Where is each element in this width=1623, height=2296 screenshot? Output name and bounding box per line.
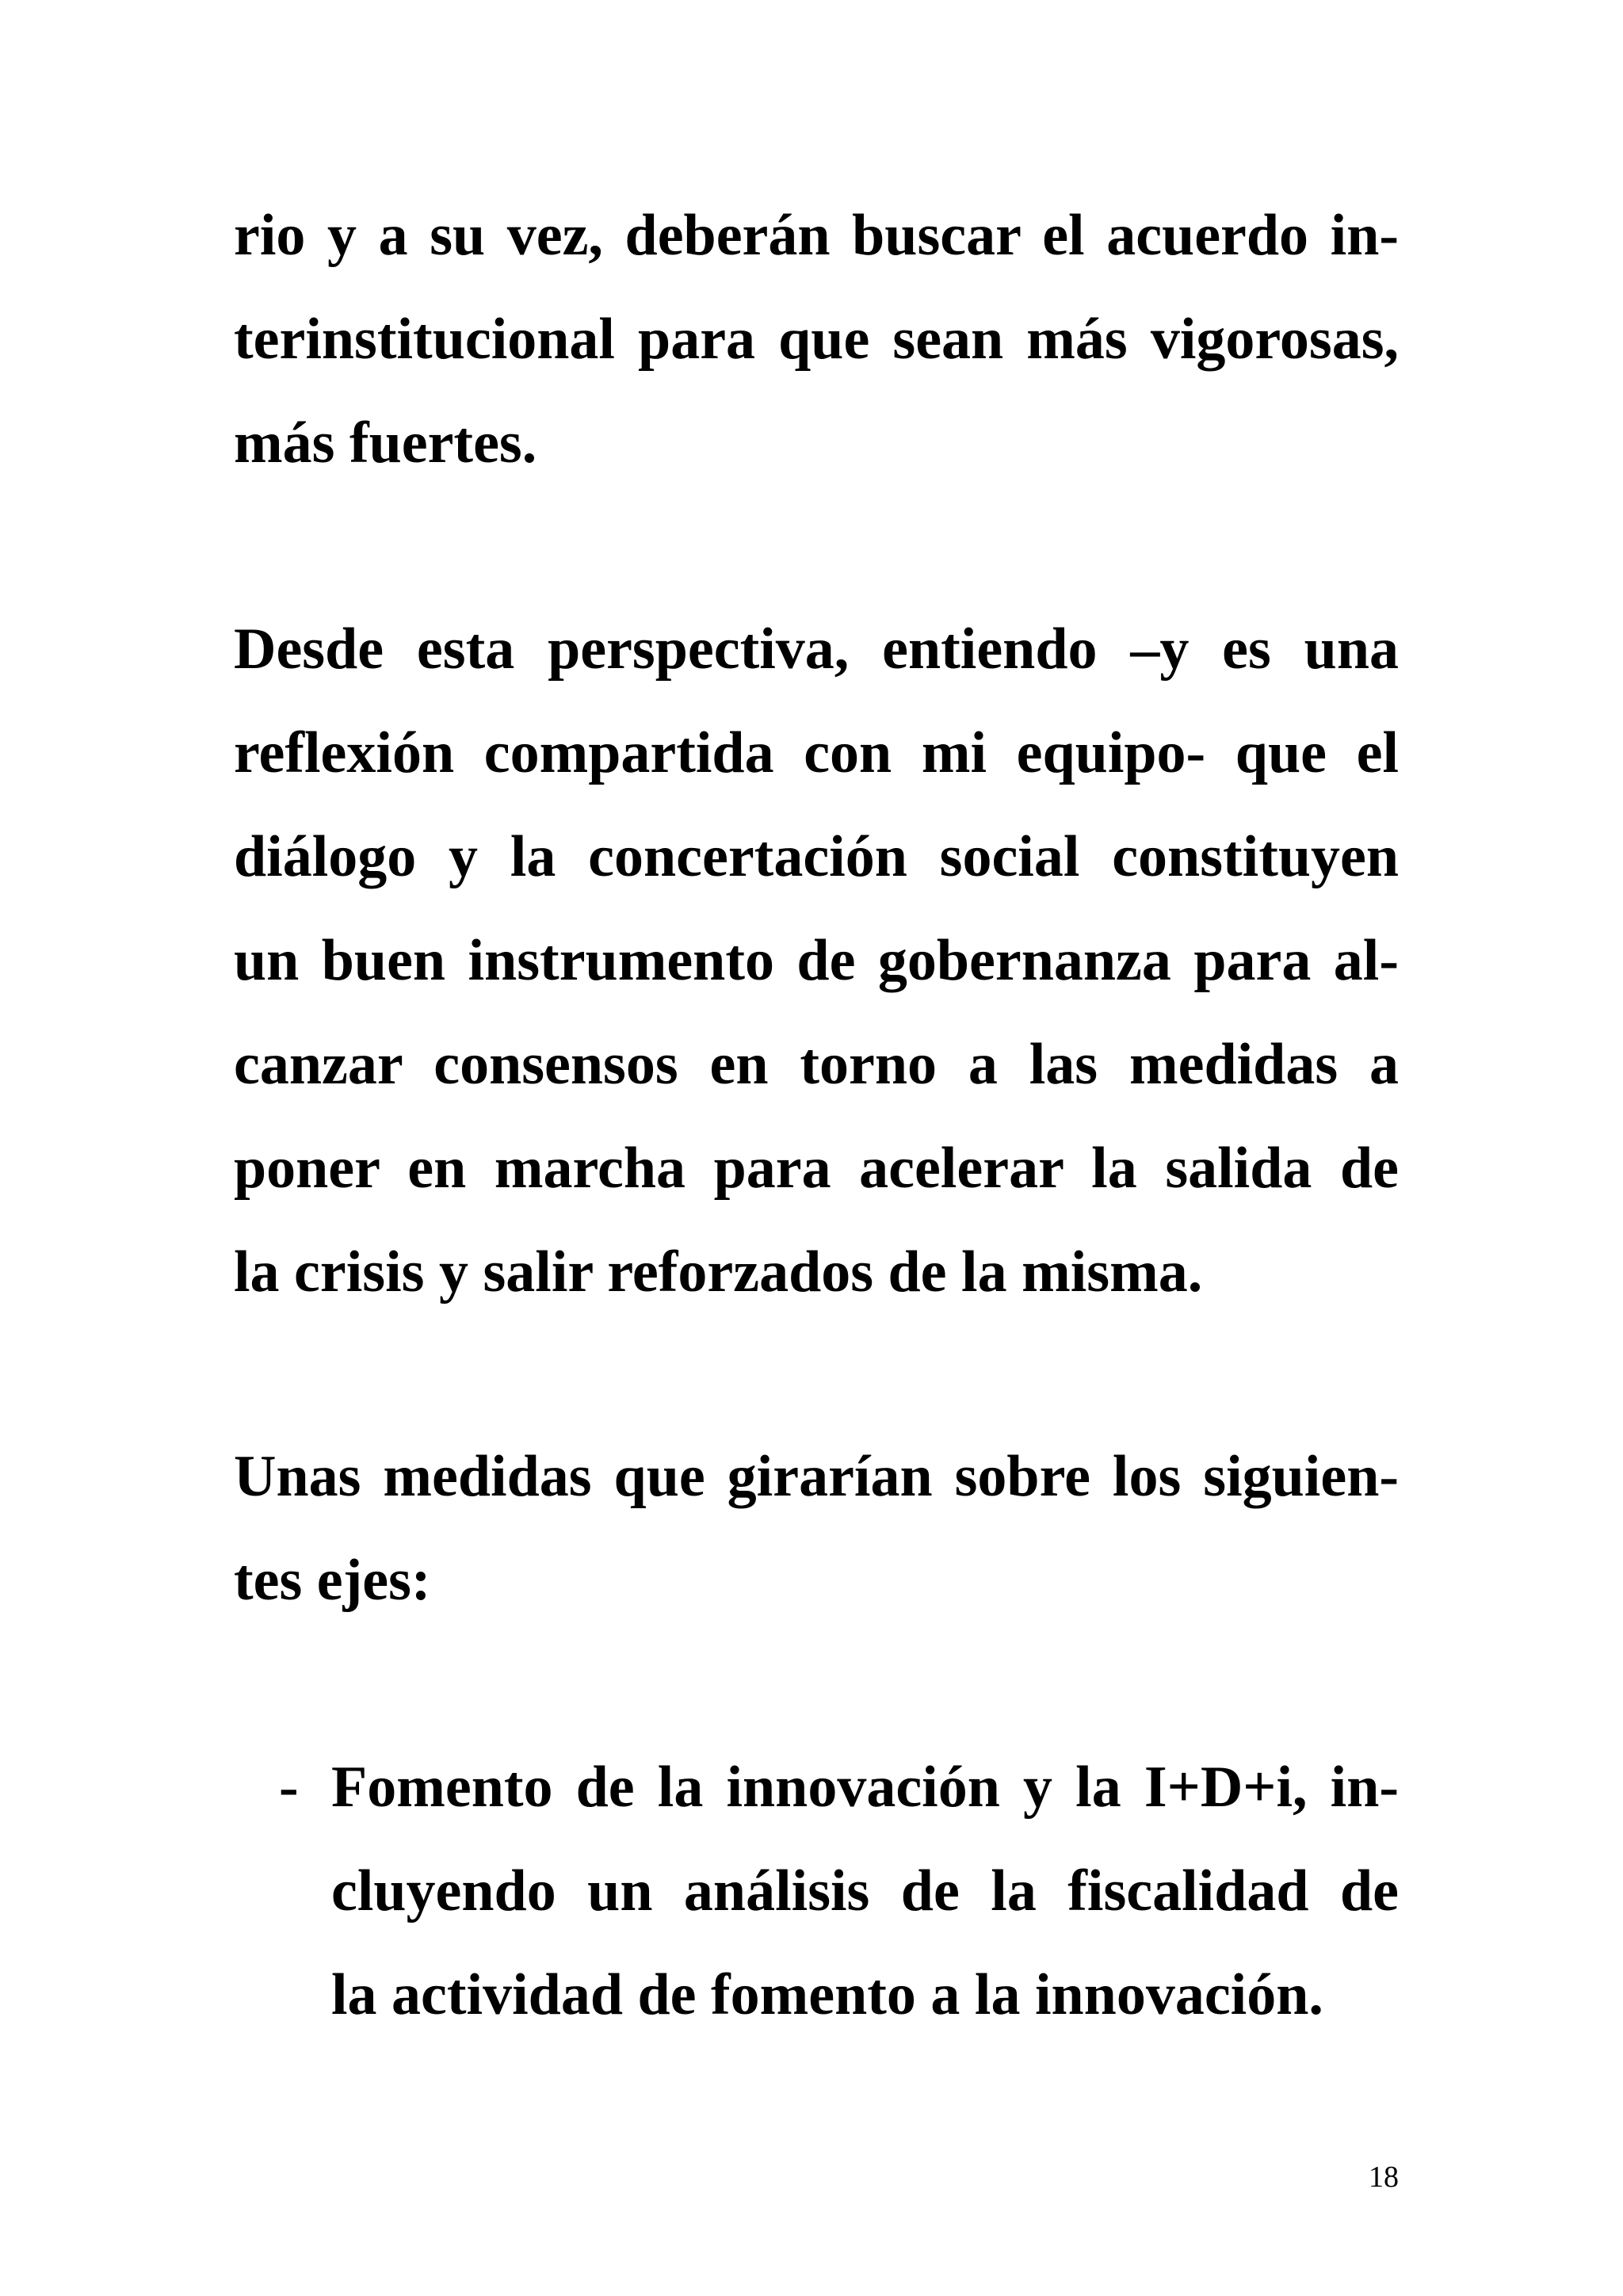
bullet-line: Fomento de la innovación y la I+D+i, in- <box>331 1755 1399 1820</box>
page-number: 18 <box>1369 2160 1399 2194</box>
paragraph-line: diálogo y la concertación social constituyen <box>234 824 1399 889</box>
paragraph-line: canzar consensos en torno a las medidas a <box>234 1032 1399 1097</box>
bullet-marker: - <box>279 1755 299 1820</box>
paragraph-line: tes ejes: <box>234 1548 431 1613</box>
paragraph-line: Unas medidas que girarían sobre los siguien- <box>234 1444 1399 1509</box>
paragraph-line: más fuertes. <box>234 411 537 476</box>
paragraph-line: poner en marcha para acelerar la salida de <box>234 1136 1399 1201</box>
bullet-line: cluyendo un análisis de la fiscalidad de <box>331 1859 1399 1924</box>
paragraph-line: reflexión compartida con mi equipo- que el <box>234 720 1399 785</box>
paragraph-line: terinstitucional para que sean más vigorosas, <box>234 307 1399 372</box>
paragraph-line: Desde esta perspectiva, entiendo –y es una <box>234 617 1399 682</box>
bullet-line: la actividad de fomento a la innovación. <box>331 1962 1323 2027</box>
paragraph-line: rio y a su vez, deberán buscar el acuerdo in- <box>234 203 1399 268</box>
paragraph-line: un buen instrumento de gobernanza para al- <box>234 928 1399 993</box>
paragraph-line: la crisis y salir reforzados de la misma. <box>234 1240 1203 1305</box>
